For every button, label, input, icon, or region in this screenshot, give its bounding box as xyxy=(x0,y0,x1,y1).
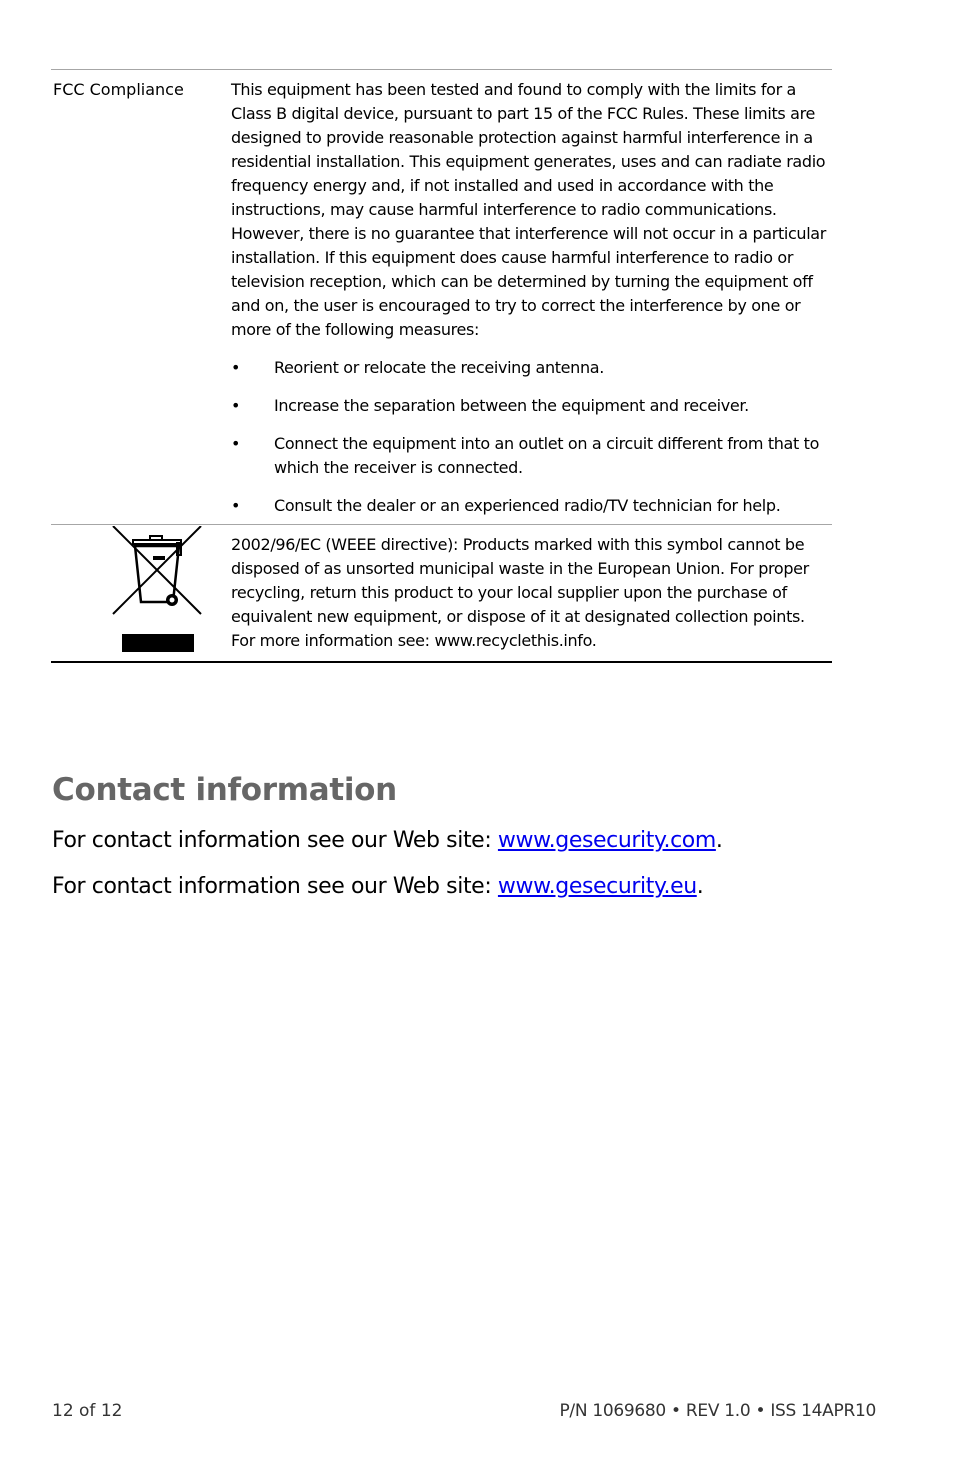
fcc-compliance-paragraph: This equipment has been tested and found to comply with the limits for a Class B digital device, pursuant to part 15 of the FCC Rules. These limits are designed to provide reasonable protection against harmful interference in a residential installation. This equipment generates, uses and can radiate radio frequency energy and, if not installed and used in accordance with the instructions, may cause harmful interference to radio communications. However, there is no guarantee that interference will not occur in a particular installation. If this equipment does cause harmful interference to radio or television reception, which can be determined by turning the equipment off and on, the user is encouraged to try to correct the interference by one or more of the following measures: xyxy=(231,80,826,339)
contact-line-eu xyxy=(52,872,703,902)
fcc-compliance-content xyxy=(231,70,832,524)
gesecurity-com-link[interactable]: www.gesecurity.com xyxy=(497,828,716,853)
weee-symbol-cell xyxy=(51,525,231,659)
list-item xyxy=(231,494,832,518)
fcc-compliance-label: FCC Compliance xyxy=(53,80,184,99)
part-number: P/N 1069680 • REV 1.0 • ISS 14APR10 xyxy=(559,1401,876,1421)
bullet-icon: • xyxy=(231,434,241,453)
list-item-text: Consult the dealer or an experienced radio/TV technician for help. xyxy=(274,496,781,515)
contact-line-us xyxy=(52,826,722,856)
bullet-icon: • xyxy=(231,496,241,515)
list-item-text: Reorient or relocate the receiving antenna. xyxy=(274,358,604,377)
contact-line-prefix: For contact information see our Web site: xyxy=(52,828,498,853)
weee-directive-text: 2002/96/EC (WEEE directive): Products marked with this symbol cannot be disposed of as unsorted municipal waste in the European Union. For proper recycling, return this product to your local supplier upon the purchase of equivalent new equipment, or dispose of it at designated collection points. For more information see: www.recyclethis.info. xyxy=(231,535,809,650)
contact-line-prefix: For contact information see our Web site: xyxy=(52,874,498,899)
crossed-out-wheelie-bin-icon xyxy=(111,526,203,654)
list-item-text: Increase the separation between the equipment and receiver. xyxy=(274,396,749,415)
bullet-icon: • xyxy=(231,358,241,377)
fcc-compliance-row xyxy=(51,69,832,524)
list-item-text: Connect the equipment into an outlet on a circuit different from that to which the receiver is connected. xyxy=(274,434,820,477)
compliance-table xyxy=(51,69,832,663)
list-item xyxy=(231,432,832,480)
page-number: 12 of 12 xyxy=(52,1401,123,1421)
fcc-measures-list xyxy=(231,356,832,518)
contact-line-suffix: . xyxy=(696,874,704,899)
list-item xyxy=(231,394,832,418)
weee-directive-row xyxy=(51,524,832,663)
gesecurity-eu-link[interactable]: www.gesecurity.eu xyxy=(497,874,697,899)
bullet-icon: • xyxy=(231,396,241,415)
list-item xyxy=(231,356,832,380)
contact-information-heading: Contact information xyxy=(52,772,397,808)
contact-line-suffix: . xyxy=(715,828,723,853)
